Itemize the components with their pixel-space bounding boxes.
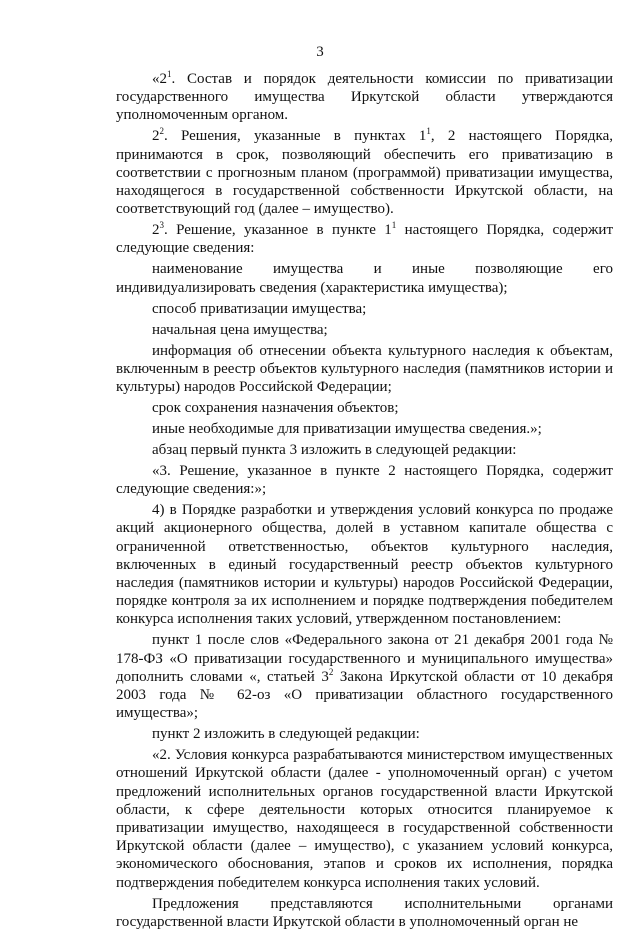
paragraph-2-2: $2^2$. Решения, указанные в пунктах $1^1$, 2 настоящего Порядка, принимаются в срок, позволяющий обеспечить его приватизацию в соответствии с прогнозным планом (программой) приватизации имущества, находящегося в государственной собственности Иркутской области, на соответствующий год (далее – имущество).: [116, 126, 613, 218]
list-item: начальная цена имущества;: [152, 321, 328, 338]
list-item: иные необходимые для приватизации имущества сведения.»;: [152, 421, 542, 438]
paragraph: абзац первый пункта 3 изложить в следующей редакции:: [152, 442, 517, 459]
document-body: [116, 70, 613, 934]
list-item: информация об отнесении объекта культурного наследия к объектам, включенным в реестр объектов культурного наследия (памятников истории и культуры) народов Российской Федерации;: [116, 342, 613, 396]
paragraph: Предложения представляются исполнительными органами государственной власти Иркутской области в уполномоченный орган не: [116, 895, 613, 930]
paragraph: пункт 2 изложить в следующей редакции:: [152, 726, 420, 743]
list-item: наименование имущества и иные позволяющие его индивидуализировать сведения (характеристика имущества);: [116, 261, 613, 296]
paragraph: «2. Условия конкурса разрабатываются министерством имущественных отношений Иркутской области (далее - уполномоченный орган) с учетом предложений исполнительных органов государственной власти Иркутской области, к сфере деятельности которых относится планируемое к приватизации имущество, находящееся в государственной собственности Иркутской области (далее – имущество), с указанием условий конкурса, экономического обоснования, этапов и сроков их исполнения, порядка подтверждения победителем конкурса исполнения таких условий.: [116, 747, 613, 891]
list-item: способ приватизации имущества;: [152, 300, 367, 317]
paragraph: 4) в Порядке разработки и утверждения условий конкурса по продаже акций акционерного общества, долей в уставном капитале общества с ограниченной ответственностью, объектов культурного наследия, включенных в единый государственный реестр объектов культурного наследия (памятников истории и культуры) народов Российской Федерации, порядке контроля за их исполнением и порядке подтверждения победителем конкурса исполнения таких условий, утвержденном постановлением:: [116, 502, 613, 628]
list-item: срок сохранения назначения объектов;: [152, 400, 399, 417]
paragraph-2-1: «$2^1$. Состав и порядок деятельности комиссии по приватизации государственного имущества Иркутской области утверждаются уполномоченным органом.: [116, 69, 613, 124]
paragraph: «3. Решение, указанное в пункте 2 настоящего Порядка, содержит следующие сведения:»;: [116, 463, 613, 498]
paragraph: пункт 1 после слов «Федерального закона от 21 декабря 2001 года № 178-ФЗ «О приватизации государственного и муниципального имущества» дополнить словами «, статьей $3^2$ Закона Иркутской области от 10 декабря 2003 года № 62-оз «О приватизации областного государственного имущества»;: [116, 632, 613, 722]
page-number: 3: [316, 44, 324, 60]
paragraph-2-3: $2^3$. Решение, указанное в пункте $1^1$ настоящего Порядка, содержит следующие сведения:: [116, 220, 613, 257]
